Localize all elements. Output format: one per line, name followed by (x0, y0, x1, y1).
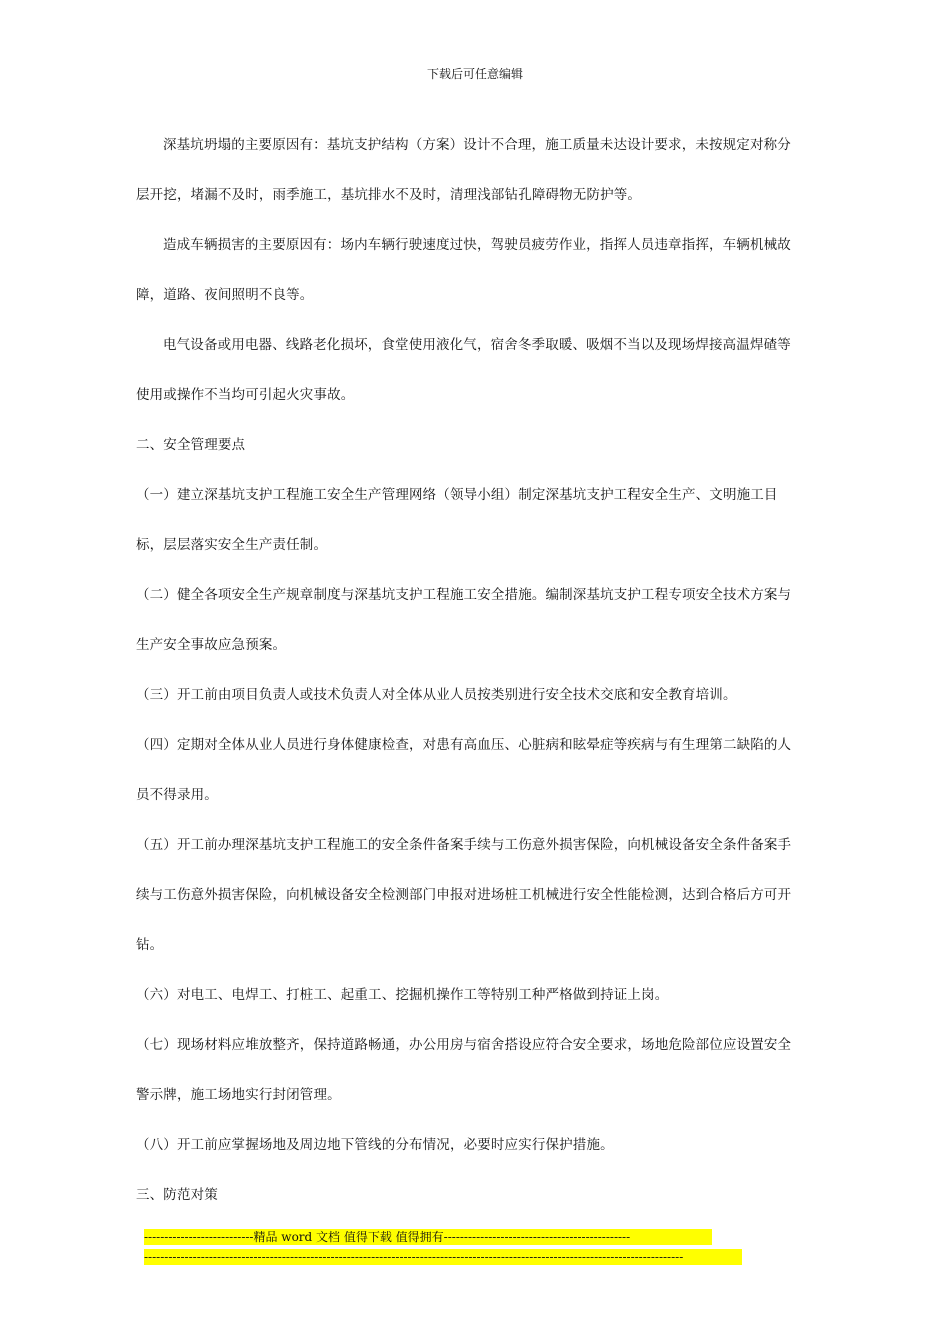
paragraph-collapse-causes: 深基坑坍塌的主要原因有：基坑支护结构（方案）设计不合理，施工质量未达设计要求，未按规定对称分层开挖，堵漏不及时，雨季施工，基坑排水不及时，清理浅部钻孔障碍物无防护等。 (136, 137, 791, 203)
footer-banner (144, 1229, 742, 1269)
footer-line-1: ---------------------------精品 word 文档 值得下载 值得拥有---------------------------------------------- (144, 1229, 712, 1245)
page-header: 下载后可任意编辑 (426, 67, 523, 81)
list-item-1: （一）建立深基坑支护工程施工安全生产管理网络（领导小组）制定深基坑支护工程安全生产、文明施工目标，层层落实安全生产责任制。 (136, 487, 778, 553)
list-item-3: （三）开工前由项目负责人或技术负责人对全体从业人员按类别进行安全技术交底和安全教育培训。 (136, 687, 737, 703)
document-body (136, 120, 804, 1220)
section-heading-safety-management: 二、安全管理要点 (136, 437, 246, 453)
list-item-6: （六）对电工、电焊工、打桩工、起重工、挖掘机操作工等特别工种严格做到持证上岗。 (136, 987, 669, 1003)
section-heading-prevention: 三、防范对策 (136, 1187, 218, 1203)
list-item-8: （八）开工前应掌握场地及周边地下管线的分布情况，必要时应实行保护措施。 (136, 1137, 614, 1153)
list-item-5: （五）开工前办理深基坑支护工程施工的安全条件备案手续与工伤意外损害保险，向机械设备安全条件备案手续与工伤意外损害保险，向机械设备安全检测部门申报对进场桩工机械进行安全性能检测，达到合格后方可开钻。 (136, 837, 792, 953)
footer-line-2: ------------------------------------------------------------------------------------------------------------------------------------- (144, 1249, 742, 1265)
paragraph-vehicle-causes: 造成车辆损害的主要原因有：场内车辆行驶速度过快，驾驶员疲劳作业，指挥人员违章指挥，车辆机械故障，道路、夜间照明不良等。 (136, 237, 791, 303)
paragraph-fire-causes: 电气设备或用电器、线路老化损坏，食堂使用液化气，宿舍冬季取暖、吸烟不当以及现场焊接高温焊碴等使用或操作不当均可引起火灾事故。 (136, 337, 791, 403)
list-item-2: （二）健全各项安全生产规章制度与深基坑支护工程施工安全措施。编制深基坑支护工程专项安全技术方案与生产安全事故应急预案。 (136, 587, 792, 653)
list-item-4: （四）定期对全体从业人员进行身体健康检查，对患有高血压、心脏病和眩晕症等疾病与有生理第二缺陷的人员不得录用。 (136, 737, 792, 803)
list-item-7: （七）现场材料应堆放整齐，保持道路畅通，办公用房与宿舍搭设应符合安全要求，场地危险部位应设置安全警示牌，施工场地实行封闭管理。 (136, 1037, 792, 1103)
